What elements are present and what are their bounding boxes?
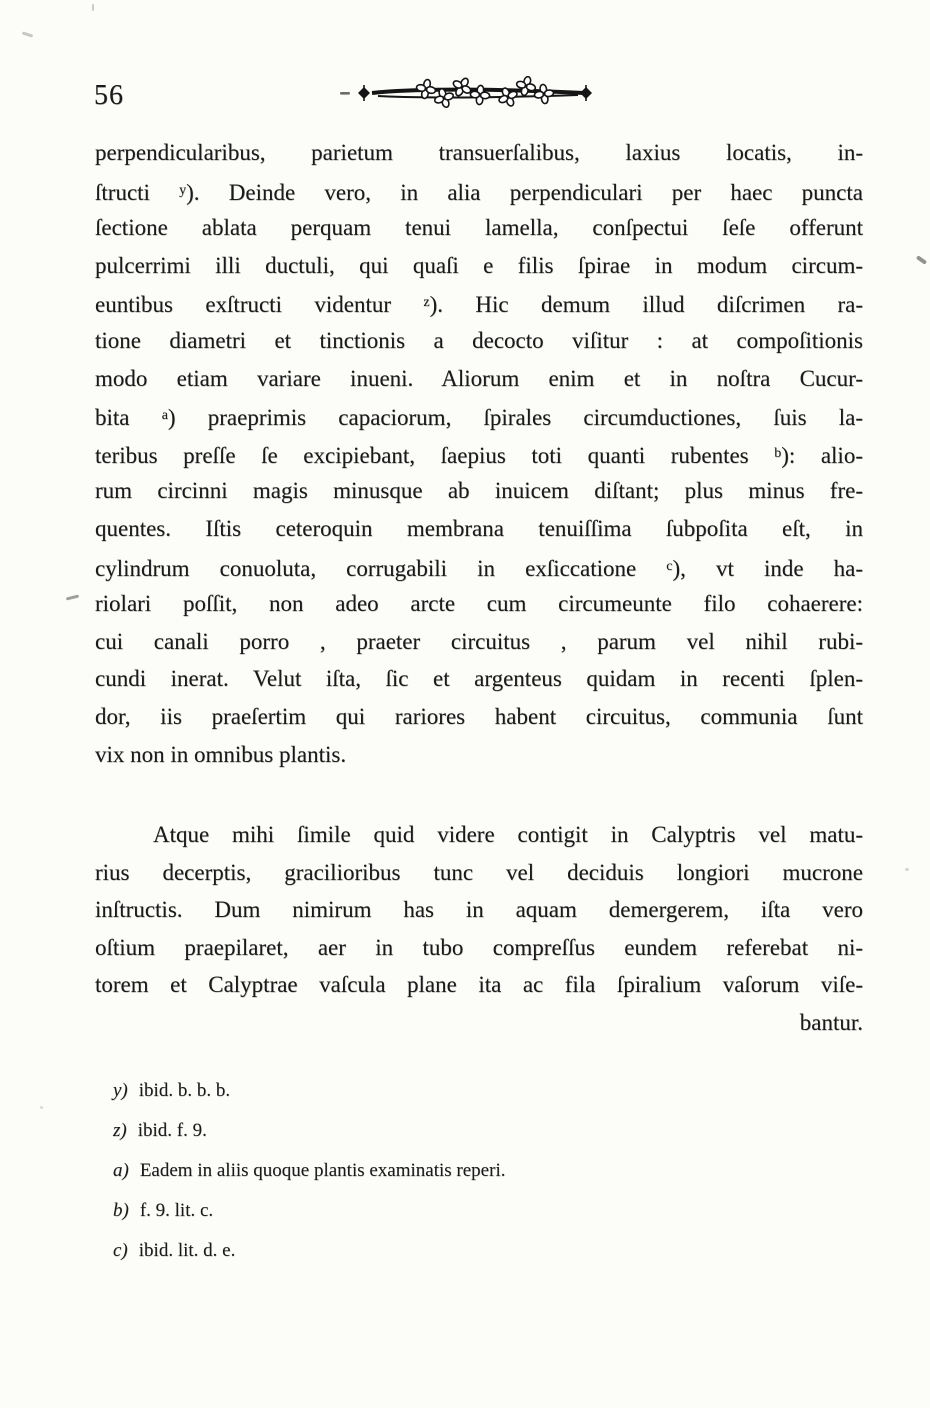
text-segment: cui canali porro , praeter circuitus , parum vel nihil rubi- [95,628,863,654]
scan-speck [916,255,927,265]
text-segment: ): alio- [781,442,863,468]
text-segment: ), vt inde ha- [672,555,863,581]
footnote-marker: z) [113,1120,127,1141]
footnote [113,1118,833,1143]
text-line [95,585,863,623]
text-segment: ) praeprimis capaciorum, ſpirales circumductiones, ſuis la- [167,405,863,431]
text-segment: ſtructi [95,179,180,205]
paragraph [95,134,863,773]
text-segment: torem et Calyptrae vaſcula plane ita ac fila ſpiralium vaſorum viſe- [95,972,863,998]
footnote-ref: c [666,558,673,574]
text-line [95,854,863,892]
text-segment: ). Deinde vero, in alia perpendiculari per haec puncta [186,179,863,205]
footnote-ref: z [423,295,430,311]
footnote-marker: c) [113,1240,128,1261]
text-line [95,247,863,285]
footnote-ref: b [774,445,782,461]
scan-speck [905,868,909,871]
text-segment: rius decerptis, gracilioribus tunc vel deciduis longiori mucrone [95,859,863,885]
text-segment: tione diametri et tinctionis a decocto viſitur : at compoſitionis [95,327,863,353]
paragraph [95,816,863,1042]
text-segment: teribus preſſe ſe excipiebant, ſaepius toti quanti rubentes [95,442,775,468]
text-line [95,209,863,247]
footnotes [113,1078,833,1278]
footnote-marker: y) [113,1080,128,1101]
text-line [95,510,863,548]
text-line [95,360,863,398]
text-segment: pulcerrimi illi ductuli, qui quaſi e filis ſpirae in modum circum- [95,252,863,278]
text-line [95,548,863,586]
scan-speck [22,31,33,37]
footnote-text: ibid. f. 9. [137,1120,207,1141]
text-line [95,891,863,929]
text-segment: Atque mihi ſimile quid videre contigit in Calyptris vel matu- [153,822,863,848]
footnote-ref: y [179,182,187,198]
footnote [113,1238,833,1263]
text-line [95,698,863,736]
text-line [95,472,863,510]
footnote-marker: b) [113,1200,129,1221]
text-line [95,322,863,360]
text-segment: bantur. [799,1010,863,1036]
text-line [95,172,863,210]
text-segment: euntibus exſtructi videntur [95,292,424,318]
text-segment: ſectione ablata perquam tenui lamella, conſpectui ſeſe offerunt [95,215,863,241]
scan-speck [92,4,94,11]
text-segment: vix non in omnibus plantis. [95,741,347,767]
footnote-text: f. 9. lit. c. [139,1200,214,1221]
text-segment: bita [95,405,162,431]
text-line [95,736,863,774]
text-line [95,1004,863,1042]
footnote-text: Eadem in aliis quoque plantis examinatis reperi. [139,1160,506,1181]
text-line [95,966,863,1004]
text-segment: modo etiam variare inueni. Aliorum enim et in noſtra Cucur- [95,365,863,391]
text-line [95,284,863,322]
text-segment: perpendicularibus, parietum transuerſalibus, laxius locatis, in- [95,140,863,165]
footnote-text: ibid. lit. d. e. [138,1240,236,1261]
scan-speck [40,1106,43,1109]
text-line [95,134,863,172]
text-line [95,929,863,967]
text-line [95,816,863,854]
text-segment: quentes. Iſtis ceteroquin membrana tenuiſſima ſubpoſita eſt, in [95,515,863,541]
text-line [95,435,863,473]
text-line [95,397,863,435]
text-segment: dor, iis praeſertim qui rariores habent circuitus, communia ſunt [95,703,863,729]
body-text [95,134,863,1042]
footnote-marker: a) [113,1160,129,1181]
scan-speck [66,594,79,600]
text-segment: riolari poſſit, non adeo arcte cum circumeunte filo cohaerere: [95,591,863,617]
footnote-text: ibid. b. b. b. [138,1080,231,1101]
page-number: 56 [94,80,124,111]
text-line [95,623,863,661]
text-segment: rum circinni magis minusque ab inuicem diſtant; plus minus fre- [95,478,863,504]
footnote [113,1078,833,1103]
footnote [113,1158,833,1183]
header-ornament-icon [338,76,593,112]
text-line [95,660,863,698]
text-segment: cundi inerat. Velut iſta, ſic et argenteus quidam in recenti ſplen- [95,666,863,692]
text-segment: cylindrum conuoluta, corrugabili in exſiccatione [95,555,667,581]
footnote [113,1198,833,1223]
footnote-ref: a [161,408,168,424]
text-segment: inſtructis. Dum nimirum has in aquam demergerem, iſta vero [95,897,863,923]
text-segment: ). Hic demum illud diſcrimen ra- [429,292,863,318]
text-segment: oſtium praepilaret, aer in tubo compreſſus eundem referebat ni- [95,934,863,960]
